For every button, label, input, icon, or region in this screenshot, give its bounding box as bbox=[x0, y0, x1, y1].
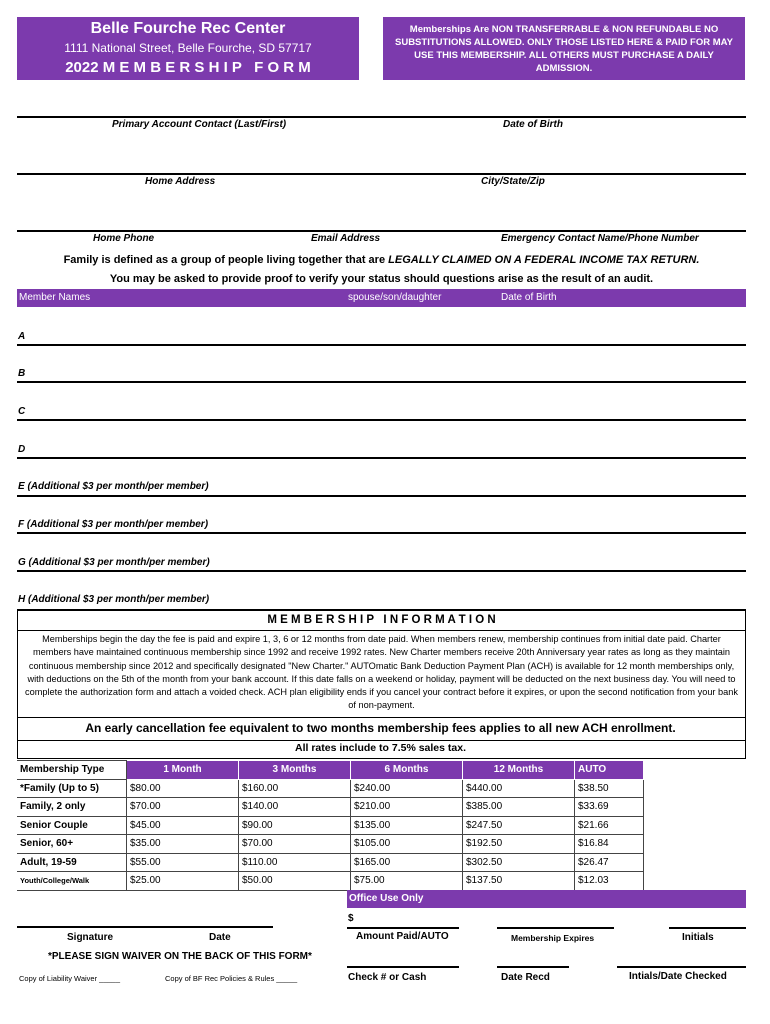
rate-cell: $45.00 bbox=[127, 816, 239, 835]
date-label: Date bbox=[209, 932, 231, 943]
dollar-sign: $ bbox=[348, 913, 354, 924]
rates-header-type: Membership Type bbox=[17, 761, 127, 780]
rate-cell: $135.00 bbox=[351, 816, 463, 835]
table-row bbox=[17, 835, 644, 854]
rates-header-row bbox=[17, 761, 644, 780]
signature-line bbox=[17, 926, 273, 928]
member-names-col: Member Names bbox=[19, 292, 91, 303]
org-name: Belle Fourche Rec Center bbox=[90, 20, 286, 37]
rates-header-1m: 1 Month bbox=[127, 761, 239, 780]
rate-cell: $192.50 bbox=[463, 835, 575, 854]
signature-label: Signature bbox=[67, 932, 114, 943]
rate-cell: $35.00 bbox=[127, 835, 239, 854]
email-label: Email Address bbox=[311, 233, 381, 244]
rate-cell: $302.50 bbox=[463, 853, 575, 872]
notice-text: Memberships Are NON TRANSFERRABLE & NON REFUNDABLE NO SUBSTITUTIONS ALLOWED. ONLY THOSE LISTED HERE & PAID FOR MAY USE THIS MEMBERSHIP. ALL OTHERS MUST PURCHASE A DAILY ADMISSION. bbox=[395, 24, 733, 74]
rate-cell: $110.00 bbox=[239, 853, 351, 872]
table-row bbox=[17, 779, 644, 798]
dob-label: Date of Birth bbox=[503, 119, 563, 130]
relation-col: spouse/son/daughter bbox=[348, 292, 442, 303]
rates-header-6m: 6 Months bbox=[351, 761, 463, 780]
rate-type: Adult, 19-59 bbox=[17, 853, 127, 872]
header-banner bbox=[17, 17, 359, 80]
emergency-contact-label: Emergency Contact Name/Phone Number bbox=[501, 233, 699, 244]
cancel-fee-box bbox=[17, 717, 746, 741]
member-line-c bbox=[17, 419, 746, 421]
rate-type: Youth/College/Walk bbox=[17, 872, 127, 891]
member-line-d bbox=[17, 457, 746, 459]
rate-cell: $137.50 bbox=[463, 872, 575, 891]
rate-cell: $12.03 bbox=[575, 872, 644, 891]
cancel-fee-notice: An early cancellation fee equivalent to two months membership fees applies to all new ACH enrollment. bbox=[85, 721, 676, 735]
table-row bbox=[17, 853, 644, 872]
rate-cell: $210.00 bbox=[351, 798, 463, 817]
org-address: 1111 National Street, Belle Fourche, SD 57717 bbox=[64, 41, 312, 55]
rate-cell: $247.50 bbox=[463, 816, 575, 835]
home-address-label: Home Address bbox=[145, 176, 216, 187]
initials-label: Initials bbox=[682, 932, 714, 943]
contact-line-1 bbox=[17, 116, 746, 118]
rate-cell: $440.00 bbox=[463, 779, 575, 798]
daterecd-line bbox=[497, 966, 569, 968]
check-cash-label: Check # or Cash bbox=[348, 972, 427, 983]
member-line-a bbox=[17, 344, 746, 346]
member-line-b bbox=[17, 381, 746, 383]
member-row-h: H (Additional $3 per month/per member) bbox=[18, 594, 210, 605]
office-use-title: Office Use Only bbox=[349, 893, 424, 904]
home-phone-label: Home Phone bbox=[93, 233, 155, 244]
table-row bbox=[17, 798, 644, 817]
rate-cell: $21.66 bbox=[575, 816, 644, 835]
member-dob-col: Date of Birth bbox=[501, 292, 557, 303]
rate-cell: $50.00 bbox=[239, 872, 351, 891]
family-def-prefix: Family is defined as a group of people living together that are bbox=[63, 254, 389, 266]
tax-notice: All rates include to 7.5% sales tax. bbox=[295, 742, 466, 754]
initials-date-line bbox=[617, 966, 746, 968]
notice-box bbox=[383, 17, 745, 80]
rate-cell: $33.69 bbox=[575, 798, 644, 817]
contact-line-3 bbox=[17, 230, 746, 232]
amount-line bbox=[347, 927, 459, 929]
city-state-zip-label: City/State/Zip bbox=[481, 176, 545, 187]
member-line-g bbox=[17, 570, 746, 572]
copy-policies-label: Copy of BF Rec Policies & Rules _____ bbox=[165, 974, 298, 983]
expires-label: Membership Expires bbox=[511, 933, 595, 943]
waiver-notice: *PLEASE SIGN WAIVER ON THE BACK OF THIS FORM* bbox=[48, 951, 312, 962]
rate-cell: $140.00 bbox=[239, 798, 351, 817]
rate-type: Senior, 60+ bbox=[17, 835, 127, 854]
check-line bbox=[347, 966, 459, 968]
tax-box bbox=[17, 739, 746, 759]
table-row bbox=[17, 872, 644, 891]
family-definition bbox=[17, 254, 746, 266]
proof-notice: You may be asked to provide proof to verify your status should questions arise as the result of an audit. bbox=[109, 273, 654, 285]
office-use-header bbox=[347, 890, 746, 908]
expires-line bbox=[497, 927, 614, 929]
date-recd-label: Date Recd bbox=[501, 972, 550, 983]
contact-line-2 bbox=[17, 173, 746, 175]
initials-date-label: Intials/Date Checked bbox=[629, 971, 727, 982]
member-row-a: A bbox=[18, 331, 26, 342]
rate-cell: $26.47 bbox=[575, 853, 644, 872]
rate-cell: $240.00 bbox=[351, 779, 463, 798]
member-row-b: B bbox=[18, 368, 26, 379]
rate-cell: $70.00 bbox=[239, 835, 351, 854]
rate-cell: $90.00 bbox=[239, 816, 351, 835]
info-heading: M E M B E R S H I P I N F O R M A T I O N bbox=[267, 614, 496, 626]
member-row-f: F (Additional $3 per month/per member) bbox=[18, 519, 209, 530]
amount-paid-label: Amount Paid/AUTO bbox=[356, 931, 449, 942]
copy-waiver-label: Copy of Liability Waiver _____ bbox=[19, 974, 121, 983]
rate-type: *Family (Up to 5) bbox=[17, 779, 127, 798]
table-row bbox=[17, 816, 644, 835]
rate-cell: $80.00 bbox=[127, 779, 239, 798]
form-title: 2022 M E M B E R S H I P F O R M bbox=[65, 59, 311, 76]
member-row-g: G (Additional $3 per month/per member) bbox=[18, 557, 210, 568]
rate-cell: $385.00 bbox=[463, 798, 575, 817]
rate-cell: $70.00 bbox=[127, 798, 239, 817]
rate-cell: $25.00 bbox=[127, 872, 239, 891]
member-names-header bbox=[17, 289, 746, 307]
member-row-d: D bbox=[18, 444, 26, 455]
member-line-f bbox=[17, 532, 746, 534]
member-line-e bbox=[17, 495, 746, 497]
initials-line bbox=[669, 927, 746, 929]
rate-cell: $16.84 bbox=[575, 835, 644, 854]
primary-contact-label: Primary Account Contact (Last/First) bbox=[112, 119, 287, 130]
rates-table bbox=[17, 760, 644, 891]
rates-header-auto: AUTO bbox=[575, 761, 644, 780]
member-row-c: C bbox=[18, 406, 26, 417]
rate-cell: $160.00 bbox=[239, 779, 351, 798]
rate-cell: $55.00 bbox=[127, 853, 239, 872]
rate-cell: $105.00 bbox=[351, 835, 463, 854]
rate-cell: $38.50 bbox=[575, 779, 644, 798]
info-box bbox=[17, 609, 746, 718]
member-row-e: E (Additional $3 per month/per member) bbox=[18, 481, 209, 492]
info-divider bbox=[18, 630, 745, 631]
rate-type: Senior Couple bbox=[17, 816, 127, 835]
rates-header-12m: 12 Months bbox=[463, 761, 575, 780]
rate-cell: $75.00 bbox=[351, 872, 463, 891]
info-body: Memberships begin the day the fee is paid and expire 1, 3, 6 or 12 months from date paid. When members renew, membership continues from initial date paid. Charter members have maintained continuous membership since 1992 and receive 1992 rates. New Charter members receive 20th Anniversary year rates as long as they maintain continuous membership since 2012 and specifically designated "New Charter." AUTOmatic Bank Deduction Payment Plan (ACH) is available for 12 month memberships only, with deductions on the 5th of the month from your bank account. If this date falls on a weekend or holiday, payment will be deducted on the next business day. You will need to complete the authorization form and attach a voided check. ACH plan eligibility ends if you cancel your contract before it expires, or upon the second notification from your bank of non-payment. bbox=[25, 634, 738, 711]
rate-type: Family, 2 only bbox=[17, 798, 127, 817]
rate-cell: $165.00 bbox=[351, 853, 463, 872]
family-def-emphasis: LEGALLY CLAIMED ON A FEDERAL INCOME TAX RETURN. bbox=[388, 254, 700, 266]
rates-header-3m: 3 Months bbox=[239, 761, 351, 780]
